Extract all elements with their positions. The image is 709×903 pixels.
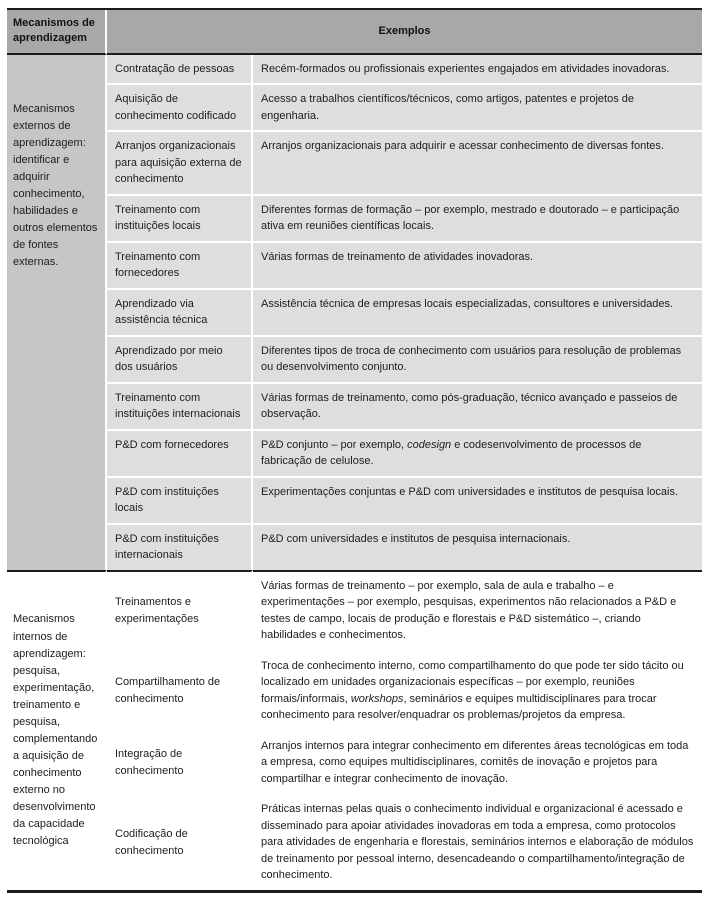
table-row <box>7 85 702 132</box>
mechanism-cell: Integração de conhecimento <box>107 732 253 796</box>
mechanism-cell: Treinamento com instituições locais <box>107 196 253 243</box>
mechanism-cell: Codificação de conhecimento <box>107 795 253 890</box>
table-row <box>7 337 702 384</box>
example-cell: Arranjos internos para integrar conhecimento em diferentes áreas tecnológicas em toda a empresa, como equipes multidisciplinares, comitês de inovação e projetos para compartilhar e integrar conhecimento de inovação. <box>253 732 702 796</box>
example-cell: Diferentes tipos de troca de conhecimento com usuários para resolução de problemas ou desenvolvimento conjunto. <box>253 337 702 384</box>
header-row <box>7 10 702 55</box>
table-row <box>7 196 702 243</box>
table-row <box>7 243 702 290</box>
example-cell: Várias formas de treinamento – por exemplo, sala de aula e trabalho – e experimentações – por exemplo, pesquisas, experimentos não relacionados a P&D e testes de campo, locais de produção e florestais e P&D sistemático –, criando habilidades e conhecimentos. <box>253 570 702 652</box>
mechanism-cell: Contratação de pessoas <box>107 55 253 86</box>
table-row <box>7 384 702 431</box>
mechanism-cell: Compartilhamento de conhecimento <box>107 652 253 732</box>
mechanism-cell: Arranjos organizacionais para aquisição externa de conhecimento <box>107 132 253 196</box>
example-cell: P&D conjunto – por exemplo, codesign e codesenvolvimento de processos de fabricação de celulose. <box>253 431 702 478</box>
example-cell: Assistência técnica de empresas locais especializadas, consultores e universidades. <box>253 290 702 337</box>
table-row <box>7 290 702 337</box>
internal-mechanisms-group <box>7 570 702 890</box>
mechanism-cell: P&D com instituições internacionais <box>107 525 253 570</box>
external-mechanisms-group <box>7 55 702 570</box>
example-cell: Experimentações conjuntas e P&D com universidades e institutos de pesquisa locais. <box>253 478 702 525</box>
table-row <box>7 732 702 796</box>
table-row <box>7 525 702 570</box>
mechanism-cell: Treinamento com fornecedores <box>107 243 253 290</box>
mechanism-cell: Aprendizado por meio dos usuários <box>107 337 253 384</box>
table-row <box>7 570 702 652</box>
table-header <box>7 10 702 55</box>
example-cell: Práticas internas pelas quais o conhecimento individual e organizacional é acessado e disseminado para apoiar atividades inovadoras em toda a empresa, como protocolos para atividades de engenharia e florestais, seminários internos e elaboração de módulos de treinamento por pessoal interno, desencadeando o compartilhamento/integração de conhecimento. <box>253 795 702 890</box>
mechanism-cell: Treinamentos e experimentações <box>107 570 253 652</box>
example-cell: Acesso a trabalhos científicos/técnicos, como artigos, patentes e projetos de engenharia. <box>253 85 702 132</box>
table-row <box>7 652 702 732</box>
column-header-mechanisms: Mecanismos de aprendizagem <box>7 10 107 55</box>
table-row <box>7 55 702 86</box>
learning-mechanisms-table <box>7 8 702 893</box>
example-cell: Troca de conhecimento interno, como compartilhamento do que pode ter sido tácito ou localizado em unidades organizacionais específicas – por exemplo, reuniões formais/informais, workshops, seminários e equipes multidisciplinares para trocar conhecimento para resolver/enquadrar os problemas/projetos da empresa. <box>253 652 702 732</box>
table-row <box>7 132 702 196</box>
group-label-external: Mecanismos externos de aprendizagem: identificar e adquirir conhecimento, habilidades e outros elementos de fontes externas. <box>7 55 107 570</box>
table-row <box>7 478 702 525</box>
example-cell: Diferentes formas de formação – por exemplo, mestrado e doutorado – e participação ativa em reuniões científicas locais. <box>253 196 702 243</box>
mechanism-cell: P&D com fornecedores <box>107 431 253 478</box>
example-cell: Arranjos organizacionais para adquirir e acessar conhecimento de diversas fontes. <box>253 132 702 196</box>
example-cell: Várias formas de treinamento de atividades inovadoras. <box>253 243 702 290</box>
mechanism-cell: Treinamento com instituições internacionais <box>107 384 253 431</box>
mechanism-cell: P&D com instituições locais <box>107 478 253 525</box>
example-cell: Recém-formados ou profissionais experientes engajados em atividades inovadoras. <box>253 55 702 86</box>
column-header-examples: Exemplos <box>107 10 702 55</box>
example-cell: P&D com universidades e institutos de pesquisa internacionais. <box>253 525 702 570</box>
mechanism-cell: Aprendizado via assistência técnica <box>107 290 253 337</box>
table-row <box>7 431 702 478</box>
example-cell: Várias formas de treinamento, como pós-graduação, técnico avançado e passeios de observação. <box>253 384 702 431</box>
mechanism-cell: Aquisição de conhecimento codificado <box>107 85 253 132</box>
group-label-internal: Mecanismos internos de aprendizagem: pesquisa, experimentação, treinamento e pesquisa, complementando a aquisição de conhecimento externo no desenvolvimento da capacidade tecnológica <box>7 570 107 890</box>
table-row <box>7 795 702 890</box>
